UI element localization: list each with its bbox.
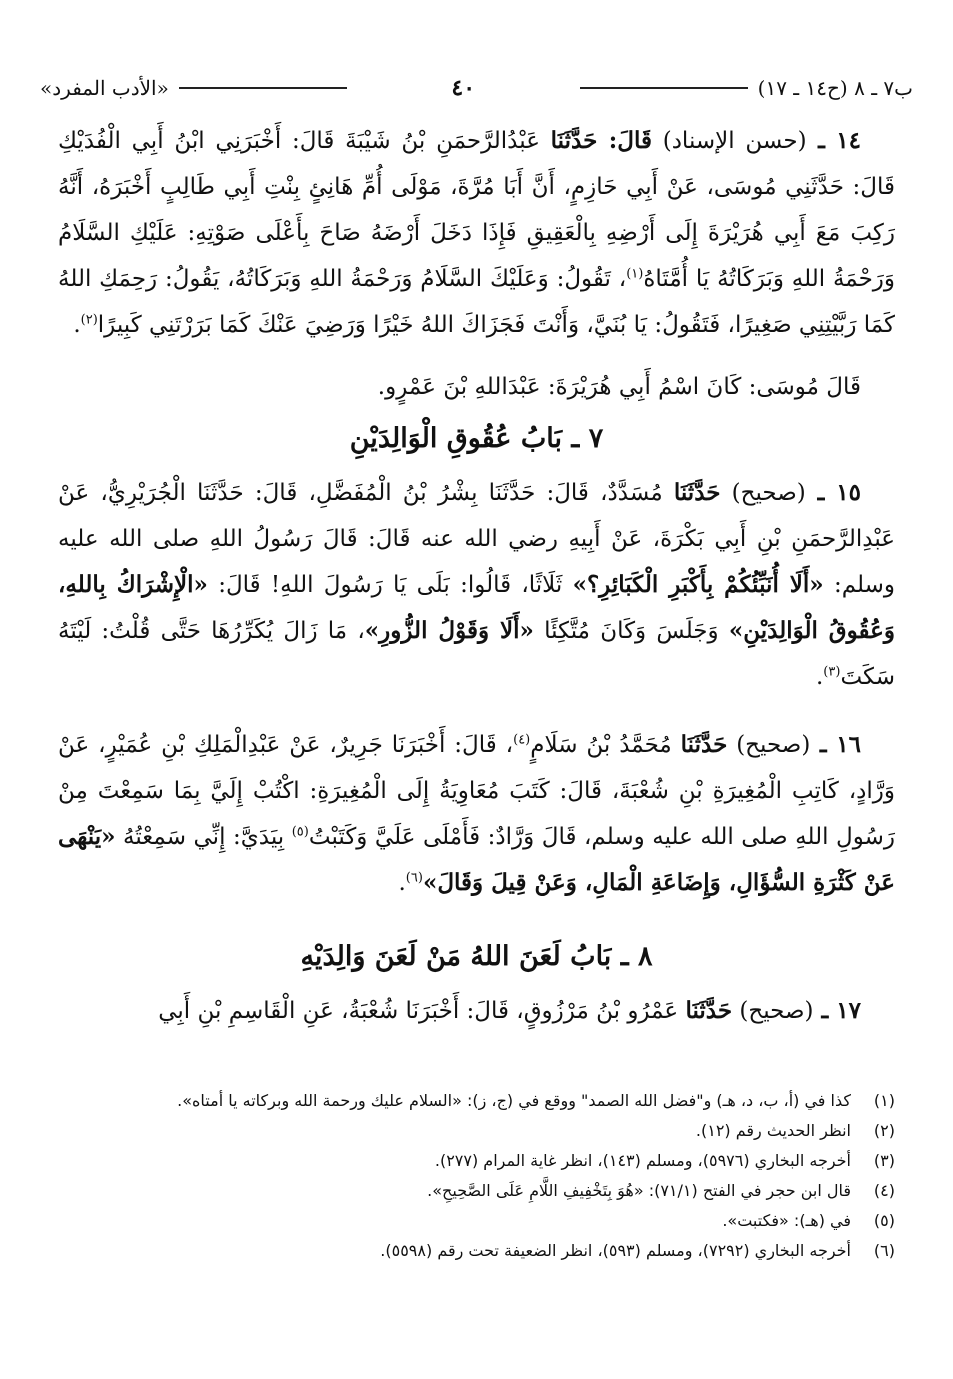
chapter-8-heading: ٨ ـ بَابُ لَعَنَ اللهُ مَنْ لَعَنَ وَالِدَيْهِ <box>300 941 653 972</box>
hadith-text-cont: ، تَقُولُ: وَعَلَيْكَ السَّلَامُ وَرَحْمَةُ اللهِ وَبَرَكَاتُهُ، يَقُولُ: رَحِمَكِ اللهُ كَمَا رَبَّيْتِنِي صَغِيرًا، فَتَقُولُ: يَا بُنَيَّ، وَأَنْتَ فَجَزَاكَ اللهُ خَيْرًا وَرَضِيَ عَنْكَ كَمَا بَرَرْتَنِي كَبِيرًا <box>58 266 895 338</box>
hadith-end: . <box>815 664 824 690</box>
footnote-text: قال ابن حجر في الفتح (٧١/١): «هُوَ بِتَخْفِيفِ اللَّامِ عَلَى الصَّحِيحِ». <box>427 1181 851 1200</box>
hadith-text-cont: ، مَا زَالَ يُكَرِّرُهَا حَتَّى قُلْتُ: لَيْتَهُ سَكَتَ <box>58 618 895 690</box>
hadith-quote: «الْإِشْرَاكُ بِاللهِ، وَعُقُوقُ الْوَالِدَيْنِ» <box>58 571 895 644</box>
footnote-text: كذا في (أ، ب، د، هـ) و"فضل الله الصمد" ووقع في (ج، ز): «السلام عليك ورحمة الله وبركاته يا أمتاه». <box>177 1091 851 1110</box>
hadith-number: ١٤ ـ <box>806 127 861 154</box>
footnote-item <box>58 1146 895 1176</box>
spacer <box>58 700 895 722</box>
footnote-item <box>58 1236 895 1266</box>
hadith-opening: قَالَ: حَدَّثَنَا <box>550 127 652 154</box>
spacer <box>58 906 895 928</box>
hadith-16 <box>58 722 895 906</box>
hadith-text-cont: وَجَلَسَ وَكَانَ مُتَّكِئًا <box>533 618 729 644</box>
footnote-ref-3[interactable]: (٣) <box>823 664 841 680</box>
hadith-number: ١٥ ـ <box>805 479 861 506</box>
footnote-item <box>58 1206 895 1236</box>
page-number: ٤٠ <box>451 75 476 101</box>
footnote-ref-6[interactable]: (٦) <box>405 870 423 886</box>
hadith-text: عَبْدُالرَّحمَنِ بْنُ شَيْبَةَ قَالَ: أَخْبَرَنِي ابْنُ أَبِي الْفُدَيْكِ قَالَ: حَدَّثَنِي مُوسَى، عَنْ أَبِي حَازِمٍ، أَنَّ أَبَا مُرَّةَ، مَوْلَى أُمِّ هَانِئٍ بِنْتِ أَبِي طَالِبٍ أَخْبَرَهُ، أَنَّهُ رَكِبَ مَعَ أَبِي هُرَيْرَةَ إِلَى أَرْضِهِ بِالْعَقِيقِ فَإِذَا دَخَلَ أَرْضَهُ صَاحَ بِأَعْلَى صَوْتِهِ: عَلَيْكِ السَّلَامُ وَرَحْمَةُ اللهِ وَبَرَكَاتُهُ يَا أُمَّتَاهُ <box>58 128 895 292</box>
hadith-text-cont: ، قَالَ: أَخْبَرَنَا جَرِيرٌ، عَنْ عَبْدِالْمَلِكِ بْنِ عُمَيْرٍ، عَنْ وَرَّادٍ، كَاتِبِ الْمُغِيرَةِ بْنِ شُعْبَةَ، قَالَ: كَتَبَ مُعَاوِيَةُ إِلَى الْمُغِيرَةِ: اكْتُبْ إِلَيَّ بِمَا سَمِعْتَ مِنْ رَسُولِ اللهِ صلى الله عليه وسلم، قَالَ وَرَّادٌ: فَأَمْلَى عَلَيَّ وَكَتَبْتُ <box>58 732 895 850</box>
hadith-number: ١٦ ـ <box>810 731 861 758</box>
footnote-ref-4[interactable]: (٤) <box>513 732 531 748</box>
hadith-14-note: قَالَ مُوسَى: كَانَ اسْمُ أَبِي هُرَيْرَةَ: عَبْدَاللهِ بْنَ عَمْرٍو. <box>377 374 861 400</box>
footnote-ref-5[interactable]: (٥) <box>291 824 309 840</box>
chapter-7-heading: ٧ ـ بَابُ عُقُوقِ الْوَالِدَيْنِ <box>349 423 604 454</box>
hadith-grade: (صحيح) <box>732 998 814 1024</box>
footnote-number: (٦) <box>873 1241 895 1260</box>
header-chapter-range: ب٧ ـ ٨ (ح١٤ ـ ١٧) <box>757 76 913 100</box>
header-chapter-range-group <box>580 76 913 100</box>
hadith-text: عَمْرُو بْنُ مَرْزُوقٍ، قَالَ: أَخْبَرَنَا شُعْبَةُ، عَنِ الْقَاسِمِ بْنِ أَبِي <box>158 998 686 1024</box>
footnotes <box>58 1086 895 1266</box>
footnote-number: (٥) <box>873 1211 895 1230</box>
header-title-group <box>40 76 347 100</box>
hadith-text: مُحَمَّدُ بْنُ سَلَامٍ <box>530 732 681 758</box>
footnote-ref-2[interactable]: (٢) <box>80 312 98 328</box>
hadith-opening: حَدَّثَنَا <box>685 997 733 1024</box>
spacer <box>58 348 895 364</box>
hadith-17 <box>58 988 895 1034</box>
hadith-grade: (صحيح) <box>720 480 806 506</box>
footnote-item <box>58 1086 895 1116</box>
hadith-14 <box>58 118 895 348</box>
hadith-quote: «يَنْهَى عَنْ كَثْرَةِ السُّؤَالِ، وَإِضَاعَةِ الْمَالِ، وَعَنْ قِيلَ وَقَالَ» <box>58 823 895 896</box>
hadith-grade: (حسن الإسناد) <box>651 128 807 154</box>
hadith-text-cont: ثَلَاثًا، قَالُوا: بَلَى يَا رَسُولَ اللهِ! قَالَ: <box>207 572 573 598</box>
hadith-end: . <box>73 312 81 338</box>
footnote-text: أخرجه البخاري (٥٩٧٦)، ومسلم (١٤٣)، انظر غاية المرام (٢٧٧). <box>434 1151 851 1170</box>
footnote-number: (٣) <box>873 1151 895 1170</box>
hadith-15 <box>58 470 895 700</box>
hadith-quote: «أَلَا أُنَبِّئُكُمْ بِأَكْبَرِ الْكَبَائِرِ؟» <box>572 571 824 598</box>
footnote-ref-1[interactable]: (١) <box>626 266 644 282</box>
footnote-text: أخرجه البخاري (٧٢٩٢)، ومسلم (٥٩٣)، انظر الضعيفة تحت رقم (٥٥٩٨). <box>380 1241 851 1260</box>
footnote-number: (١) <box>873 1091 895 1110</box>
hadith-end: . <box>398 870 406 896</box>
footnote-item <box>58 1116 895 1146</box>
hadith-opening: حَدَّثَنَا <box>680 731 728 758</box>
header-rule-right <box>580 87 748 89</box>
hadith-grade: (صحيح) <box>727 732 811 758</box>
footnote-text: انظر الحديث رقم (١٢). <box>695 1121 851 1140</box>
main-text <box>58 118 895 1034</box>
hadith-number: ١٧ ـ <box>813 997 861 1024</box>
footnote-number: (٢) <box>873 1121 895 1140</box>
header-rule-left <box>179 87 347 89</box>
hadith-text: مُسَدَّدٌ، قَالَ: حَدَّثَنَا بِشْرُ بْنُ الْمُفَضَّلِ، قَالَ: حَدَّثَنَا الْجُرَيْرِيُّ، عَنْ عَبْدِالرَّحمَنِ بْنِ أَبِي بَكْرَةَ، عَنْ أَبِيهِ رضي الله عنه قَالَ: قَالَ رَسُولُ اللهِ صلى الله عليه وسلم: <box>58 480 895 598</box>
hadith-text-cont: بِيَدَيَّ: إِنِّي سَمِعْتُهُ <box>115 824 292 850</box>
footnote-item <box>58 1176 895 1206</box>
footnote-number: (٤) <box>873 1181 895 1200</box>
hadith-quote: «أَلَا وَقَوْلُ الزُّورِ» <box>364 617 534 644</box>
header-book-title: «الأدب المفرد» <box>40 76 169 100</box>
hadith-opening: حَدَّثَنَا <box>673 479 721 506</box>
running-header <box>40 70 913 106</box>
footnote-text: في (هـ): «فكتبت». <box>722 1211 851 1230</box>
